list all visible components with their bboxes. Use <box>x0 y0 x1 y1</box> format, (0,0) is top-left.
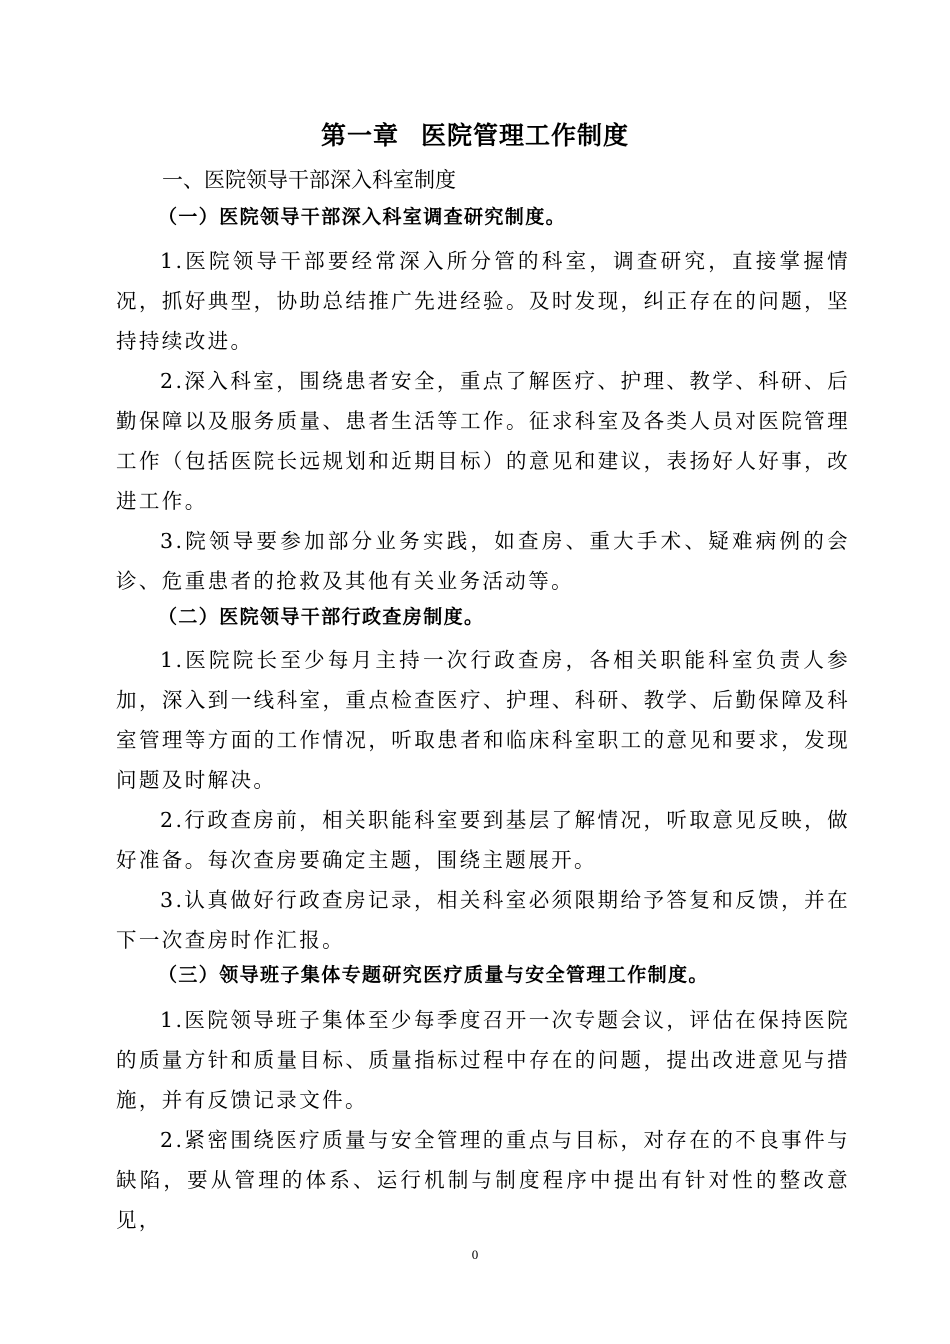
chapter-title <box>0 118 950 154</box>
paragraph: 1.医院领导班子集体至少每季度召开一次专题会议，评估在保持医院的质量方针和质量目标、质量指标过程中存在的问题，提出改进意见与措施，并有反馈记录文件。 <box>116 1008 850 1112</box>
paragraph: 1.医院领导干部要经常深入所分管的科室，调查研究，直接掌握情况，抓好典型，协助总结推广先进经验。及时发现，纠正存在的问题，坚持持续改进。 <box>116 249 850 353</box>
paragraph: 1.医院院长至少每月主持一次行政查房，各相关职能科室负责人参加，深入到一线科室，重点检查医疗、护理、科研、教学、后勤保障及科室管理等方面的工作情况，听取患者和临床科室职工的意见和要求，发现问题及时解决。 <box>116 648 850 792</box>
chapter-name: 医院管理工作制度 <box>421 121 630 150</box>
paragraph: 3.认真做好行政查房记录，相关科室必须限期给予答复和反馈，并在下一次查房时作汇报。 <box>116 888 850 952</box>
paragraph: 2.行政查房前，相关职能科室要到基层了解情况，听取意见反映，做好准备。每次查房要确定主题，围绕主题展开。 <box>116 808 850 872</box>
subsection-title-2: （二）医院领导干部行政查房制度。 <box>158 606 485 628</box>
subsection-title-3: （三）领导班子集体专题研究医疗质量与安全管理工作制度。 <box>158 964 709 986</box>
page-number: 0 <box>471 1247 479 1262</box>
subsection-title-1: （一）医院领导干部深入科室调查研究制度。 <box>158 206 567 228</box>
paragraph: 2.紧密围绕医疗质量与安全管理的重点与目标，对存在的不良事件与缺陷，要从管理的体系、运行机制与制度程序中提出有针对性的整改意见， <box>116 1128 850 1232</box>
paragraph: 3.院领导要参加部分业务实践，如查房、重大手术、疑难病例的会诊、危重患者的抢救及其他有关业务活动等。 <box>116 529 850 593</box>
paragraph: 2.深入科室，围绕患者安全，重点了解医疗、护理、教学、科研、后勤保障以及服务质量、患者生活等工作。征求科室及各类人员对医院管理工作（包括医院长远规划和近期目标）的意见和建议，表扬好人好事，改进工作。 <box>116 369 850 513</box>
chapter-number: 第一章 <box>320 121 399 150</box>
section-title: 一、医院领导干部深入科室制度 <box>162 168 456 192</box>
